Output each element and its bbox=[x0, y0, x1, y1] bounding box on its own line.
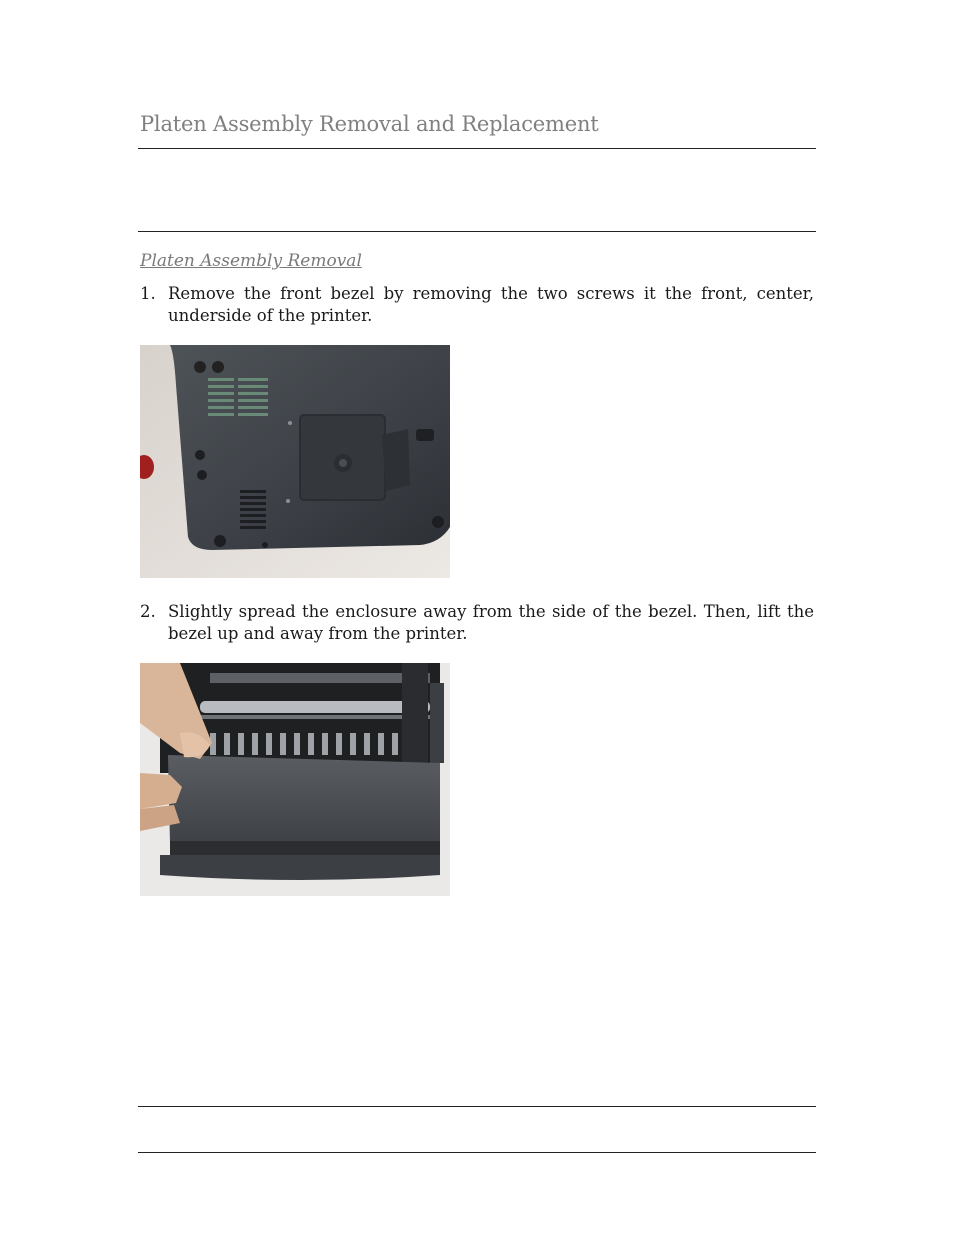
page-title: Platen Assembly Removal and Replacement bbox=[140, 112, 599, 136]
step-number: 1. bbox=[140, 284, 156, 303]
step-1 bbox=[140, 283, 814, 327]
footer-rule-bottom bbox=[138, 1152, 816, 1153]
header-rule bbox=[138, 148, 816, 149]
step-2 bbox=[140, 601, 814, 645]
step-text: Remove the front bezel by removing the two screws it the front, center, underside of the printer. bbox=[168, 284, 814, 325]
step-text: Slightly spread the enclosure away from the side of the bezel. Then, lift the bezel up and away from the printer. bbox=[168, 602, 814, 643]
footer-rule-top bbox=[138, 1106, 816, 1107]
printer-underside-photo bbox=[140, 345, 450, 578]
section-rule bbox=[138, 231, 816, 232]
bezel-removal-photo bbox=[140, 663, 450, 896]
section-title: Platen Assembly Removal bbox=[140, 251, 362, 271]
step-number: 2. bbox=[140, 602, 156, 621]
